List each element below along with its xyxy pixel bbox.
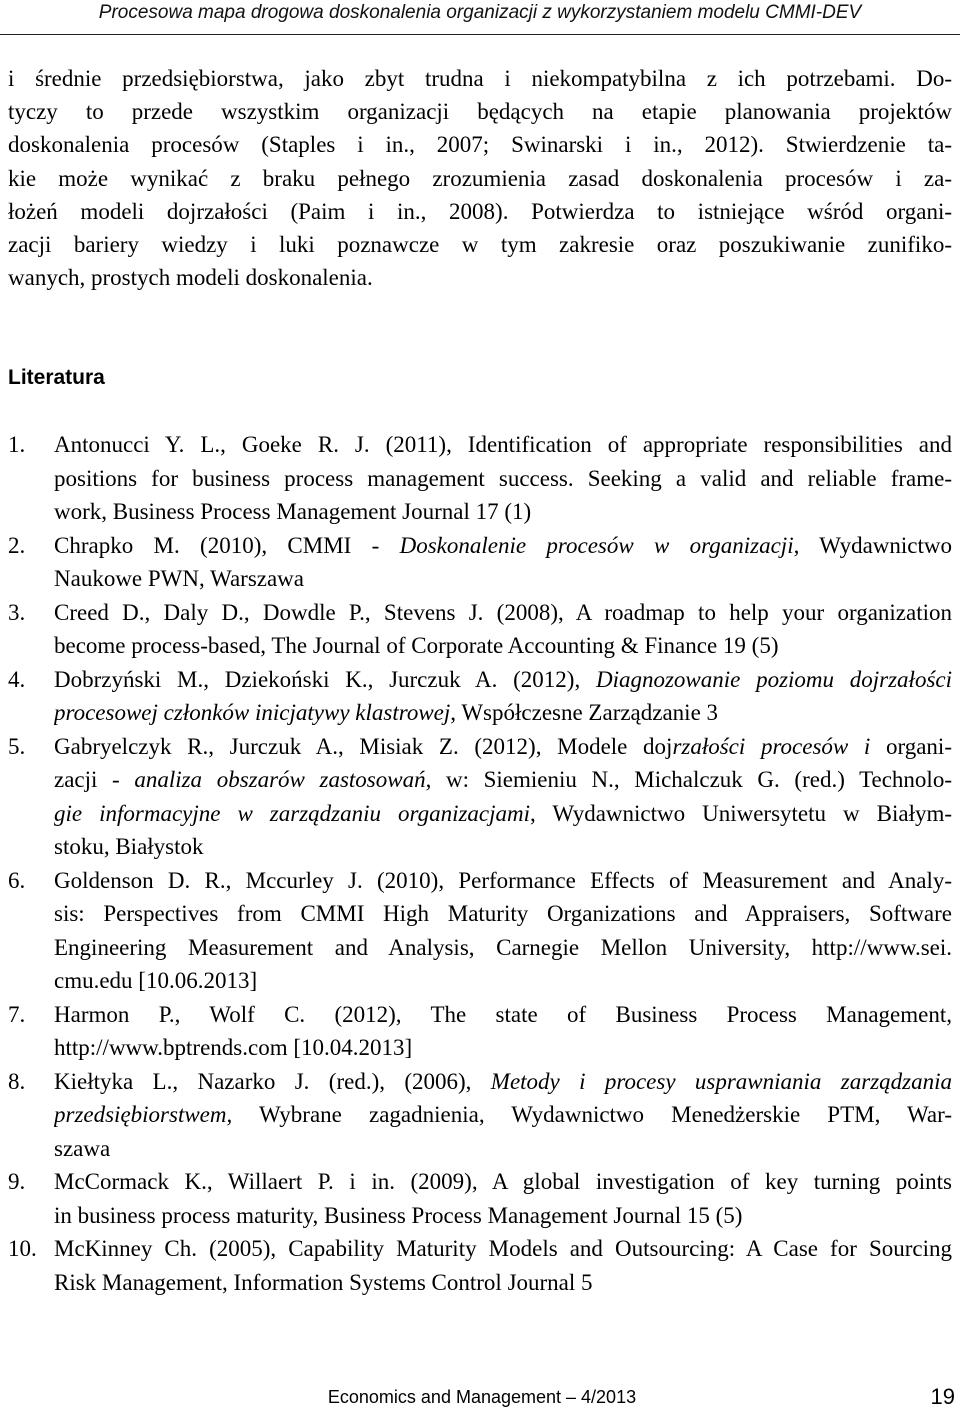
reference-line [54, 864, 952, 898]
reference-item-8 [8, 1065, 952, 1166]
reference-text: McKinney Ch. (2005), Capability Maturity Models and Outsourcing: A Case for Sourcing [54, 1236, 952, 1262]
reference-line [54, 797, 952, 831]
reference-number: 2. [8, 532, 26, 558]
reference-text: http://www.bptrends.com [10.04.2013] [54, 1035, 413, 1061]
reference-line [54, 931, 952, 965]
reference-text: , Współczesne Zarządzanie 3 [450, 700, 719, 726]
reference-title-italic: Metody i procesy usprawniania zarządzania [490, 1068, 952, 1094]
reference-title-italic: analiza obszarów zastosowań [134, 767, 426, 793]
reference-text: , w: Siemieniu N., Michalczuk G. (red.) Technolo- [425, 767, 952, 793]
reference-text: in business process maturity, Business Process Management Journal 15 (5) [54, 1202, 743, 1228]
header-rule [0, 34, 960, 35]
reference-line [54, 1266, 952, 1300]
reference-line [54, 596, 952, 630]
body-line: wanych, prostych modeli doskonalenia. [8, 265, 373, 291]
reference-line [54, 696, 952, 730]
reference-line [54, 964, 952, 998]
reference-text: cmu.edu [10.06.2013] [54, 968, 258, 994]
reference-item-5 [8, 730, 952, 864]
reference-item-3 [8, 596, 952, 663]
reference-line [54, 730, 952, 764]
reference-line [54, 1065, 952, 1099]
reference-line [54, 763, 952, 797]
reference-item-10 [8, 1232, 952, 1299]
reference-title-italic: rzałości procesów i [672, 733, 871, 759]
reference-title-italic: przedsiębiorstwem, [54, 1102, 233, 1128]
reference-number: 7. [8, 1001, 26, 1027]
reference-line [54, 1098, 952, 1132]
reference-line [54, 663, 952, 697]
reference-line [54, 529, 952, 563]
page-number: 19 [930, 1384, 955, 1409]
reference-line [54, 1199, 952, 1233]
reference-text: Naukowe PWN, Warszawa [54, 566, 305, 592]
reference-line [54, 1132, 952, 1166]
reference-title-italic: Diagnozowanie poziomu dojrzałości [595, 666, 952, 692]
reference-list [8, 428, 952, 1299]
reference-text: McCormack K., Willaert P. i in. (2009), A global investigation of key turning points [54, 1169, 952, 1195]
reference-item-6 [8, 864, 952, 998]
reference-number: 4. [8, 666, 26, 692]
reference-text: Antonucci Y. L., Goeke R. J. (2011), Identification of appropriate responsibilities and [54, 432, 952, 457]
reference-text: sis: Perspectives from CMMI High Maturity Organizations and Appraisers, Software [54, 901, 952, 927]
reference-title-italic: Doskonalenie procesów w organizacji [399, 532, 794, 558]
reference-line [54, 1031, 952, 1065]
reference-text: Dobrzyński M., Dziekoński K., Jurczuk A. (2012), [54, 666, 596, 692]
reference-text: Kiełtyka L., Nazarko J. (red.), (2006), [54, 1068, 491, 1094]
reference-number: 3. [8, 599, 26, 625]
reference-line [54, 562, 952, 596]
reference-text: positions for business process management success. Seeking a valid and reliable frame- [54, 465, 952, 491]
references-heading: Literatura [8, 366, 105, 389]
reference-text: , Wydawnictwo [793, 532, 952, 558]
reference-number: 8. [8, 1068, 26, 1094]
reference-item-2 [8, 529, 952, 596]
reference-line [54, 428, 952, 462]
reference-item-7 [8, 998, 952, 1065]
body-line: łożeń modeli dojrzałości (Paim i in., 2008). Potwierdza to istniejące wśród organi- [8, 198, 952, 224]
reference-text: Gabryelczyk R., Jurczuk A., Misiak Z. (2012), Modele doj [54, 733, 673, 759]
footer-journal: Economics and Management – 4/2013 [327, 1387, 637, 1407]
reference-line [54, 998, 952, 1032]
reference-line [54, 629, 952, 663]
reference-number: 5. [8, 733, 26, 759]
body-line: doskonalenia procesów (Staples i in., 2007; Swinarski i in., 2012). Stwierdzenie ta- [8, 132, 952, 158]
reference-title-italic: gie informacyjne w zarządzaniu organizacjami [54, 800, 531, 826]
reference-text: , Wydawnictwo Uniwersytetu w Białym- [530, 800, 952, 826]
reference-item-4 [8, 663, 952, 730]
reference-text: work, Business Process Management Journal 17 (1) [54, 499, 532, 525]
reference-text: become process-based, The Journal of Corporate Accounting & Finance 19 (5) [54, 633, 779, 659]
body-line: i średnie przedsiębiorstwa, jako zbyt trudna i niekompatybilna z ich potrzebami. Do- [8, 66, 952, 91]
reference-line [54, 897, 952, 931]
body-line: tyczy to przede wszystkim organizacji będących na etapie planowania projektów [8, 99, 952, 125]
reference-number: 9. [8, 1169, 26, 1195]
running-header: Procesowa mapa drogowa doskonalenia organizacji z wykorzystaniem modelu CMMI-DEV [98, 2, 862, 23]
reference-text: Engineering Measurement and Analysis, Carnegie Mellon University, http://www.sei. [54, 934, 952, 960]
reference-line [54, 495, 952, 529]
reference-text: Creed D., Daly D., Dowdle P., Stevens J. (2008), A roadmap to help your organization [54, 599, 952, 625]
reference-line [54, 1165, 952, 1199]
reference-text: Goldenson D. R., Mccurley J. (2010), Performance Effects of Measurement and Analy- [54, 867, 952, 893]
body-line: kie może wynikać z braku pełnego zrozumienia zasad doskonalenia procesów i za- [8, 165, 952, 191]
reference-text: Harmon P., Wolf C. (2012), The state of Business Process Management, [54, 1001, 952, 1027]
body-paragraph [8, 62, 952, 294]
reference-text: Chrapko M. (2010), CMMI - [54, 532, 400, 558]
reference-line [54, 462, 952, 496]
reference-line [54, 830, 952, 864]
reference-text: organi- [870, 733, 952, 759]
reference-number: 10. [8, 1236, 37, 1262]
reference-title-italic: procesowej członków inicjatywy klastrowej [54, 700, 451, 726]
reference-item-9 [8, 1165, 952, 1232]
reference-text: zacji - [54, 767, 135, 793]
reference-line [54, 1232, 952, 1266]
reference-text: Risk Management, Information Systems Control Journal 5 [54, 1269, 593, 1295]
reference-text: Wybrane zagadnienia, Wydawnictwo Menedżerskie PTM, War- [232, 1102, 952, 1128]
reference-number: 6. [8, 867, 26, 893]
page-footer [0, 1384, 960, 1410]
reference-text: szawa [54, 1135, 111, 1161]
body-line: zacji bariery wiedzy i luki poznawcze w tym zakresie oraz poszukiwanie zunifiko- [8, 231, 952, 257]
reference-item-1 [8, 428, 952, 529]
reference-text: stoku, Białystok [54, 834, 204, 860]
reference-number: 1. [8, 432, 26, 457]
